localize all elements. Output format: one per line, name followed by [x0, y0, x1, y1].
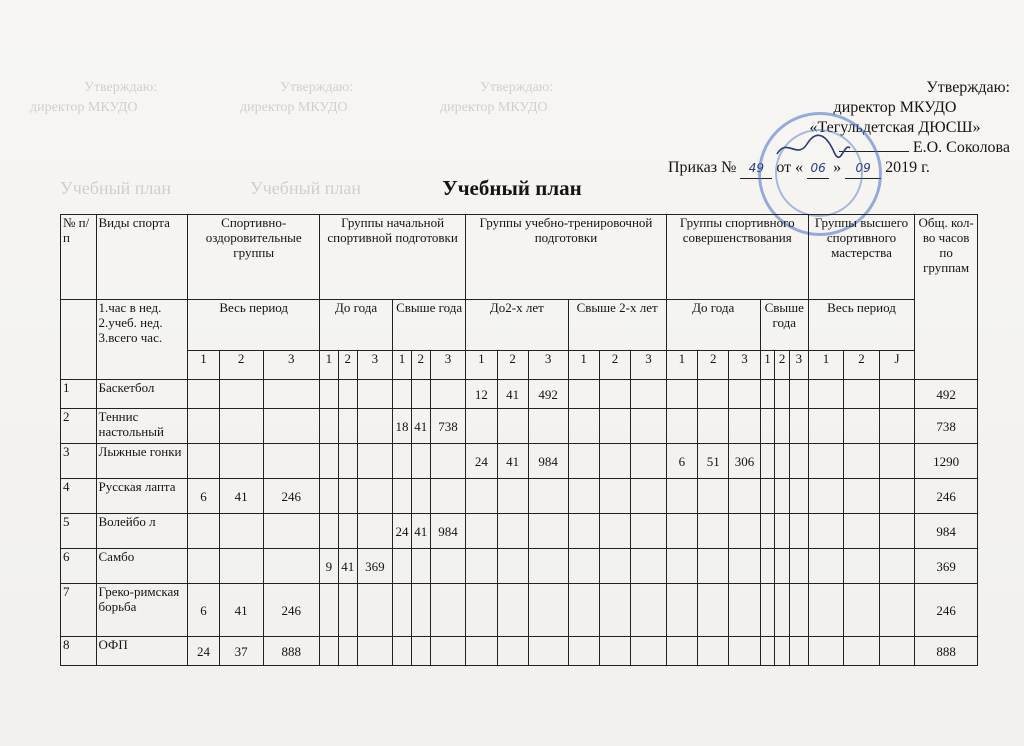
value-cell — [430, 479, 466, 514]
table-row — [61, 380, 978, 409]
subheader-cell: 2 — [497, 351, 528, 380]
value-cell — [760, 514, 775, 549]
value-cell — [775, 479, 790, 514]
row-number: 8 — [61, 637, 97, 666]
subheader-cell: 1 — [466, 351, 497, 380]
value-cell — [466, 409, 497, 444]
subheader-cell: 1 — [568, 351, 599, 380]
total-cell: 246 — [915, 584, 978, 637]
period-until-2-years: До2-х лет — [466, 300, 568, 351]
sport-name: Теннис настольный — [96, 409, 188, 444]
value-cell — [393, 444, 412, 479]
value-cell: 369 — [357, 549, 393, 584]
value-cell: 41 — [338, 549, 357, 584]
header-group-1: Спортивно-оздоровительные группы — [188, 215, 320, 300]
row-number: 4 — [61, 479, 97, 514]
value-cell — [497, 479, 528, 514]
value-cell — [789, 584, 808, 637]
table-header-row — [61, 215, 978, 300]
value-cell — [393, 380, 412, 409]
value-cell — [808, 444, 844, 479]
value-cell — [188, 514, 219, 549]
value-cell — [729, 637, 760, 666]
value-cell — [263, 514, 319, 549]
value-cell: 12 — [466, 380, 497, 409]
total-cell: 888 — [915, 637, 978, 666]
value-cell — [666, 514, 697, 549]
value-cell: 41 — [219, 479, 263, 514]
subheader-cell: 3 — [789, 351, 808, 380]
period-whole-2: Весь период — [808, 300, 915, 351]
value-cell — [497, 409, 528, 444]
subheader-cell: 1 — [666, 351, 697, 380]
value-cell — [528, 479, 568, 514]
value-cell — [599, 479, 630, 514]
value-cell — [219, 514, 263, 549]
table-period-row — [61, 300, 978, 351]
value-cell — [263, 409, 319, 444]
value-cell: 18 — [393, 409, 412, 444]
value-cell — [338, 514, 357, 549]
sport-name: Волейбо л — [96, 514, 188, 549]
value-cell — [698, 409, 729, 444]
value-cell: 6 — [188, 479, 219, 514]
value-cell: 41 — [411, 409, 430, 444]
row-number: 1 — [61, 380, 97, 409]
value-cell — [844, 637, 880, 666]
value-cell — [320, 514, 339, 549]
value-cell — [568, 479, 599, 514]
order-day: 06 — [807, 158, 829, 179]
bleed-through-text: Учебный план — [60, 178, 172, 198]
value-cell — [729, 584, 760, 637]
value-cell — [357, 479, 393, 514]
value-cell — [219, 444, 263, 479]
value-cell — [320, 479, 339, 514]
header-num: № п/п — [61, 215, 97, 300]
value-cell — [760, 549, 775, 584]
value-cell — [760, 444, 775, 479]
bleed-through-text: Утверждаю: — [84, 80, 158, 95]
value-cell — [320, 637, 339, 666]
subheader-cell: 3 — [729, 351, 760, 380]
value-cell: 246 — [263, 584, 319, 637]
value-cell — [879, 549, 915, 584]
sport-name: Самбо — [96, 549, 188, 584]
value-cell — [844, 380, 880, 409]
header-total: Общ. кол-во часов по группам — [915, 215, 978, 380]
value-cell — [729, 479, 760, 514]
value-cell — [338, 584, 357, 637]
value-cell: 6 — [666, 444, 697, 479]
value-cell — [808, 514, 844, 549]
value-cell: 41 — [219, 584, 263, 637]
value-cell — [844, 514, 880, 549]
value-cell — [698, 584, 729, 637]
value-cell — [775, 637, 790, 666]
period-until-year-2: До года — [666, 300, 760, 351]
subheader-cell: 1 — [808, 351, 844, 380]
value-cell — [188, 409, 219, 444]
value-cell: 738 — [430, 409, 466, 444]
bleed-through-text: Утверждаю: — [480, 80, 554, 95]
value-cell — [631, 584, 667, 637]
value-cell — [760, 584, 775, 637]
total-cell: 369 — [915, 549, 978, 584]
approval-line-2: директор МКУДО — [833, 99, 957, 116]
value-cell — [844, 409, 880, 444]
value-cell: 6 — [188, 584, 219, 637]
value-cell — [760, 637, 775, 666]
value-cell — [263, 380, 319, 409]
value-cell: 41 — [497, 444, 528, 479]
value-cell — [411, 584, 430, 637]
value-cell — [808, 479, 844, 514]
value-cell — [497, 514, 528, 549]
value-cell — [219, 549, 263, 584]
value-cell — [599, 549, 630, 584]
value-cell — [320, 380, 339, 409]
sport-name: Лыжные гонки — [96, 444, 188, 479]
value-cell — [879, 479, 915, 514]
value-cell: 51 — [698, 444, 729, 479]
value-cell — [430, 380, 466, 409]
value-cell: 24 — [188, 637, 219, 666]
value-cell — [393, 479, 412, 514]
value-cell — [568, 409, 599, 444]
value-cell — [338, 380, 357, 409]
value-cell — [808, 584, 844, 637]
order-month: 09 — [845, 158, 881, 179]
value-cell — [599, 637, 630, 666]
period-over-year: Свыше года — [393, 300, 466, 351]
value-cell: 306 — [729, 444, 760, 479]
subheader-cell: 1 — [393, 351, 412, 380]
value-cell — [631, 479, 667, 514]
value-cell: 984 — [430, 514, 466, 549]
header-group-3: Группы учебно-тренировочной подготовки — [466, 215, 667, 300]
table-row — [61, 479, 978, 514]
value-cell — [466, 514, 497, 549]
value-cell — [666, 584, 697, 637]
subheader-cell: 2 — [599, 351, 630, 380]
value-cell — [357, 444, 393, 479]
value-cell — [631, 549, 667, 584]
value-cell — [789, 444, 808, 479]
value-cell — [698, 637, 729, 666]
value-cell — [599, 514, 630, 549]
value-cell — [528, 549, 568, 584]
value-cell — [729, 514, 760, 549]
order-number: 49 — [740, 158, 772, 179]
value-cell — [430, 637, 466, 666]
value-cell — [357, 409, 393, 444]
table-row — [61, 637, 978, 666]
value-cell — [844, 549, 880, 584]
value-cell: 41 — [411, 514, 430, 549]
value-cell — [528, 409, 568, 444]
value-cell — [631, 444, 667, 479]
value-cell — [568, 637, 599, 666]
value-cell — [357, 514, 393, 549]
value-cell — [188, 444, 219, 479]
value-cell — [430, 549, 466, 584]
subheader-cell: 3 — [430, 351, 466, 380]
value-cell: 41 — [497, 380, 528, 409]
value-cell — [775, 409, 790, 444]
table-row — [61, 584, 978, 637]
bleed-through-text: Утверждаю: — [280, 80, 354, 95]
value-cell — [789, 380, 808, 409]
table-row — [61, 444, 978, 479]
table-row — [61, 514, 978, 549]
value-cell — [411, 637, 430, 666]
subheader-cell: 1 — [188, 351, 219, 380]
table-body — [61, 380, 978, 666]
value-cell — [466, 584, 497, 637]
value-cell: 37 — [219, 637, 263, 666]
value-cell — [357, 584, 393, 637]
value-cell — [338, 479, 357, 514]
subheader-cell: 3 — [263, 351, 319, 380]
approval-line-3: «Тегульдетская ДЮСШ» — [809, 119, 981, 136]
value-cell: 24 — [393, 514, 412, 549]
period-over-2-years: Свыше 2-х лет — [568, 300, 666, 351]
value-cell: 492 — [528, 380, 568, 409]
table-subheader-row — [61, 351, 978, 380]
value-cell — [263, 444, 319, 479]
value-cell — [879, 637, 915, 666]
value-cell — [528, 514, 568, 549]
value-cell — [698, 514, 729, 549]
value-cell — [599, 444, 630, 479]
value-cell — [789, 479, 808, 514]
period-whole: Весь период — [188, 300, 320, 351]
study-plan-table — [60, 214, 978, 666]
period-until-year: До года — [320, 300, 393, 351]
row-number: 3 — [61, 444, 97, 479]
subheader-cell: 1 — [760, 351, 775, 380]
bleed-through-text: директор МКУДО — [240, 100, 348, 115]
sport-name: Русская лапта — [96, 479, 188, 514]
approval-line-4: Е.О. Соколова — [740, 138, 1010, 158]
value-cell — [844, 444, 880, 479]
subheader-cell: 3 — [357, 351, 393, 380]
value-cell — [775, 380, 790, 409]
table-row — [61, 409, 978, 444]
value-cell — [666, 637, 697, 666]
subheader-cell: 2 — [411, 351, 430, 380]
value-cell — [729, 409, 760, 444]
value-cell — [775, 444, 790, 479]
value-cell — [411, 549, 430, 584]
value-cell — [528, 637, 568, 666]
value-cell — [631, 409, 667, 444]
value-cell — [466, 637, 497, 666]
row-number: 6 — [61, 549, 97, 584]
value-cell — [879, 584, 915, 637]
value-cell — [729, 380, 760, 409]
value-cell — [789, 637, 808, 666]
value-cell — [599, 409, 630, 444]
row-number: 2 — [61, 409, 97, 444]
row-number: 7 — [61, 584, 97, 637]
total-cell: 738 — [915, 409, 978, 444]
value-cell — [789, 549, 808, 584]
value-cell — [411, 444, 430, 479]
value-cell — [466, 549, 497, 584]
value-cell — [357, 637, 393, 666]
value-cell — [760, 380, 775, 409]
value-cell — [666, 380, 697, 409]
total-cell: 1290 — [915, 444, 978, 479]
value-cell — [808, 549, 844, 584]
approval-order-line: Приказ № 49 от « 06 » 09 2019 г. — [668, 158, 1010, 179]
value-cell — [430, 444, 466, 479]
value-cell — [599, 584, 630, 637]
value-cell — [411, 479, 430, 514]
total-cell: 246 — [915, 479, 978, 514]
value-cell — [466, 479, 497, 514]
header-group-5: Группы высшего спортивного мастерства — [808, 215, 915, 300]
value-cell — [393, 584, 412, 637]
value-cell — [320, 409, 339, 444]
value-cell — [430, 584, 466, 637]
header-legend: 1.час в нед. 2.учеб. нед. 3.всего час. — [96, 300, 188, 380]
value-cell — [568, 444, 599, 479]
value-cell — [393, 549, 412, 584]
value-cell — [411, 380, 430, 409]
sport-name: ОФП — [96, 637, 188, 666]
value-cell — [393, 637, 412, 666]
value-cell — [497, 549, 528, 584]
subheader-cell: 2 — [775, 351, 790, 380]
header-sport: Виды спорта — [96, 215, 188, 300]
value-cell — [599, 380, 630, 409]
value-cell — [808, 637, 844, 666]
value-cell — [188, 380, 219, 409]
period-over-year-2: Свыше года — [760, 300, 808, 351]
table-row — [61, 549, 978, 584]
value-cell — [631, 514, 667, 549]
approval-line-1: Утверждаю: — [926, 79, 1010, 96]
value-cell — [879, 409, 915, 444]
value-cell — [188, 549, 219, 584]
value-cell: 984 — [528, 444, 568, 479]
sport-name: Греко-римская борьба — [96, 584, 188, 637]
value-cell — [775, 549, 790, 584]
bleed-through-text: Учебный план — [250, 178, 362, 198]
bleed-through-text: директор МКУДО — [30, 100, 138, 115]
subheader-cell: 3 — [631, 351, 667, 380]
value-cell — [844, 479, 880, 514]
total-cell: 984 — [915, 514, 978, 549]
value-cell: 246 — [263, 479, 319, 514]
value-cell — [729, 549, 760, 584]
value-cell — [528, 584, 568, 637]
value-cell — [568, 514, 599, 549]
value-cell — [775, 514, 790, 549]
value-cell — [789, 514, 808, 549]
value-cell: 24 — [466, 444, 497, 479]
value-cell — [568, 549, 599, 584]
value-cell — [338, 444, 357, 479]
value-cell — [320, 584, 339, 637]
subheader-cell: 3 — [528, 351, 568, 380]
value-cell — [568, 584, 599, 637]
value-cell — [775, 584, 790, 637]
signature — [772, 132, 852, 162]
value-cell — [879, 514, 915, 549]
value-cell — [497, 637, 528, 666]
value-cell — [666, 549, 697, 584]
sport-name: Баскетбол — [96, 380, 188, 409]
value-cell — [789, 409, 808, 444]
value-cell — [666, 479, 697, 514]
subheader-cell: J — [879, 351, 915, 380]
value-cell — [219, 409, 263, 444]
value-cell — [879, 380, 915, 409]
header-group-4: Группы спортивного совершенствования — [666, 215, 808, 300]
value-cell — [808, 409, 844, 444]
value-cell — [568, 380, 599, 409]
value-cell — [263, 549, 319, 584]
value-cell — [698, 479, 729, 514]
bleed-through-text: директор МКУДО — [440, 100, 548, 115]
value-cell — [338, 409, 357, 444]
value-cell — [844, 584, 880, 637]
value-cell — [808, 380, 844, 409]
header-group-2: Группы начальной спортивной подготовки — [320, 215, 466, 300]
value-cell — [320, 444, 339, 479]
subheader-cell: 2 — [844, 351, 880, 380]
subheader-cell: 1 — [320, 351, 339, 380]
value-cell — [879, 444, 915, 479]
value-cell — [666, 409, 697, 444]
value-cell: 9 — [320, 549, 339, 584]
value-cell — [760, 479, 775, 514]
value-cell — [698, 549, 729, 584]
subheader-cell: 2 — [338, 351, 357, 380]
page-title: Учебный план — [442, 176, 582, 200]
value-cell — [631, 637, 667, 666]
value-cell — [338, 637, 357, 666]
value-cell — [760, 409, 775, 444]
subheader-cell: 2 — [219, 351, 263, 380]
total-cell: 492 — [915, 380, 978, 409]
value-cell — [631, 380, 667, 409]
value-cell — [219, 380, 263, 409]
value-cell — [698, 380, 729, 409]
subheader-cell: 2 — [698, 351, 729, 380]
value-cell: 888 — [263, 637, 319, 666]
value-cell — [357, 380, 393, 409]
row-number: 5 — [61, 514, 97, 549]
value-cell — [497, 584, 528, 637]
